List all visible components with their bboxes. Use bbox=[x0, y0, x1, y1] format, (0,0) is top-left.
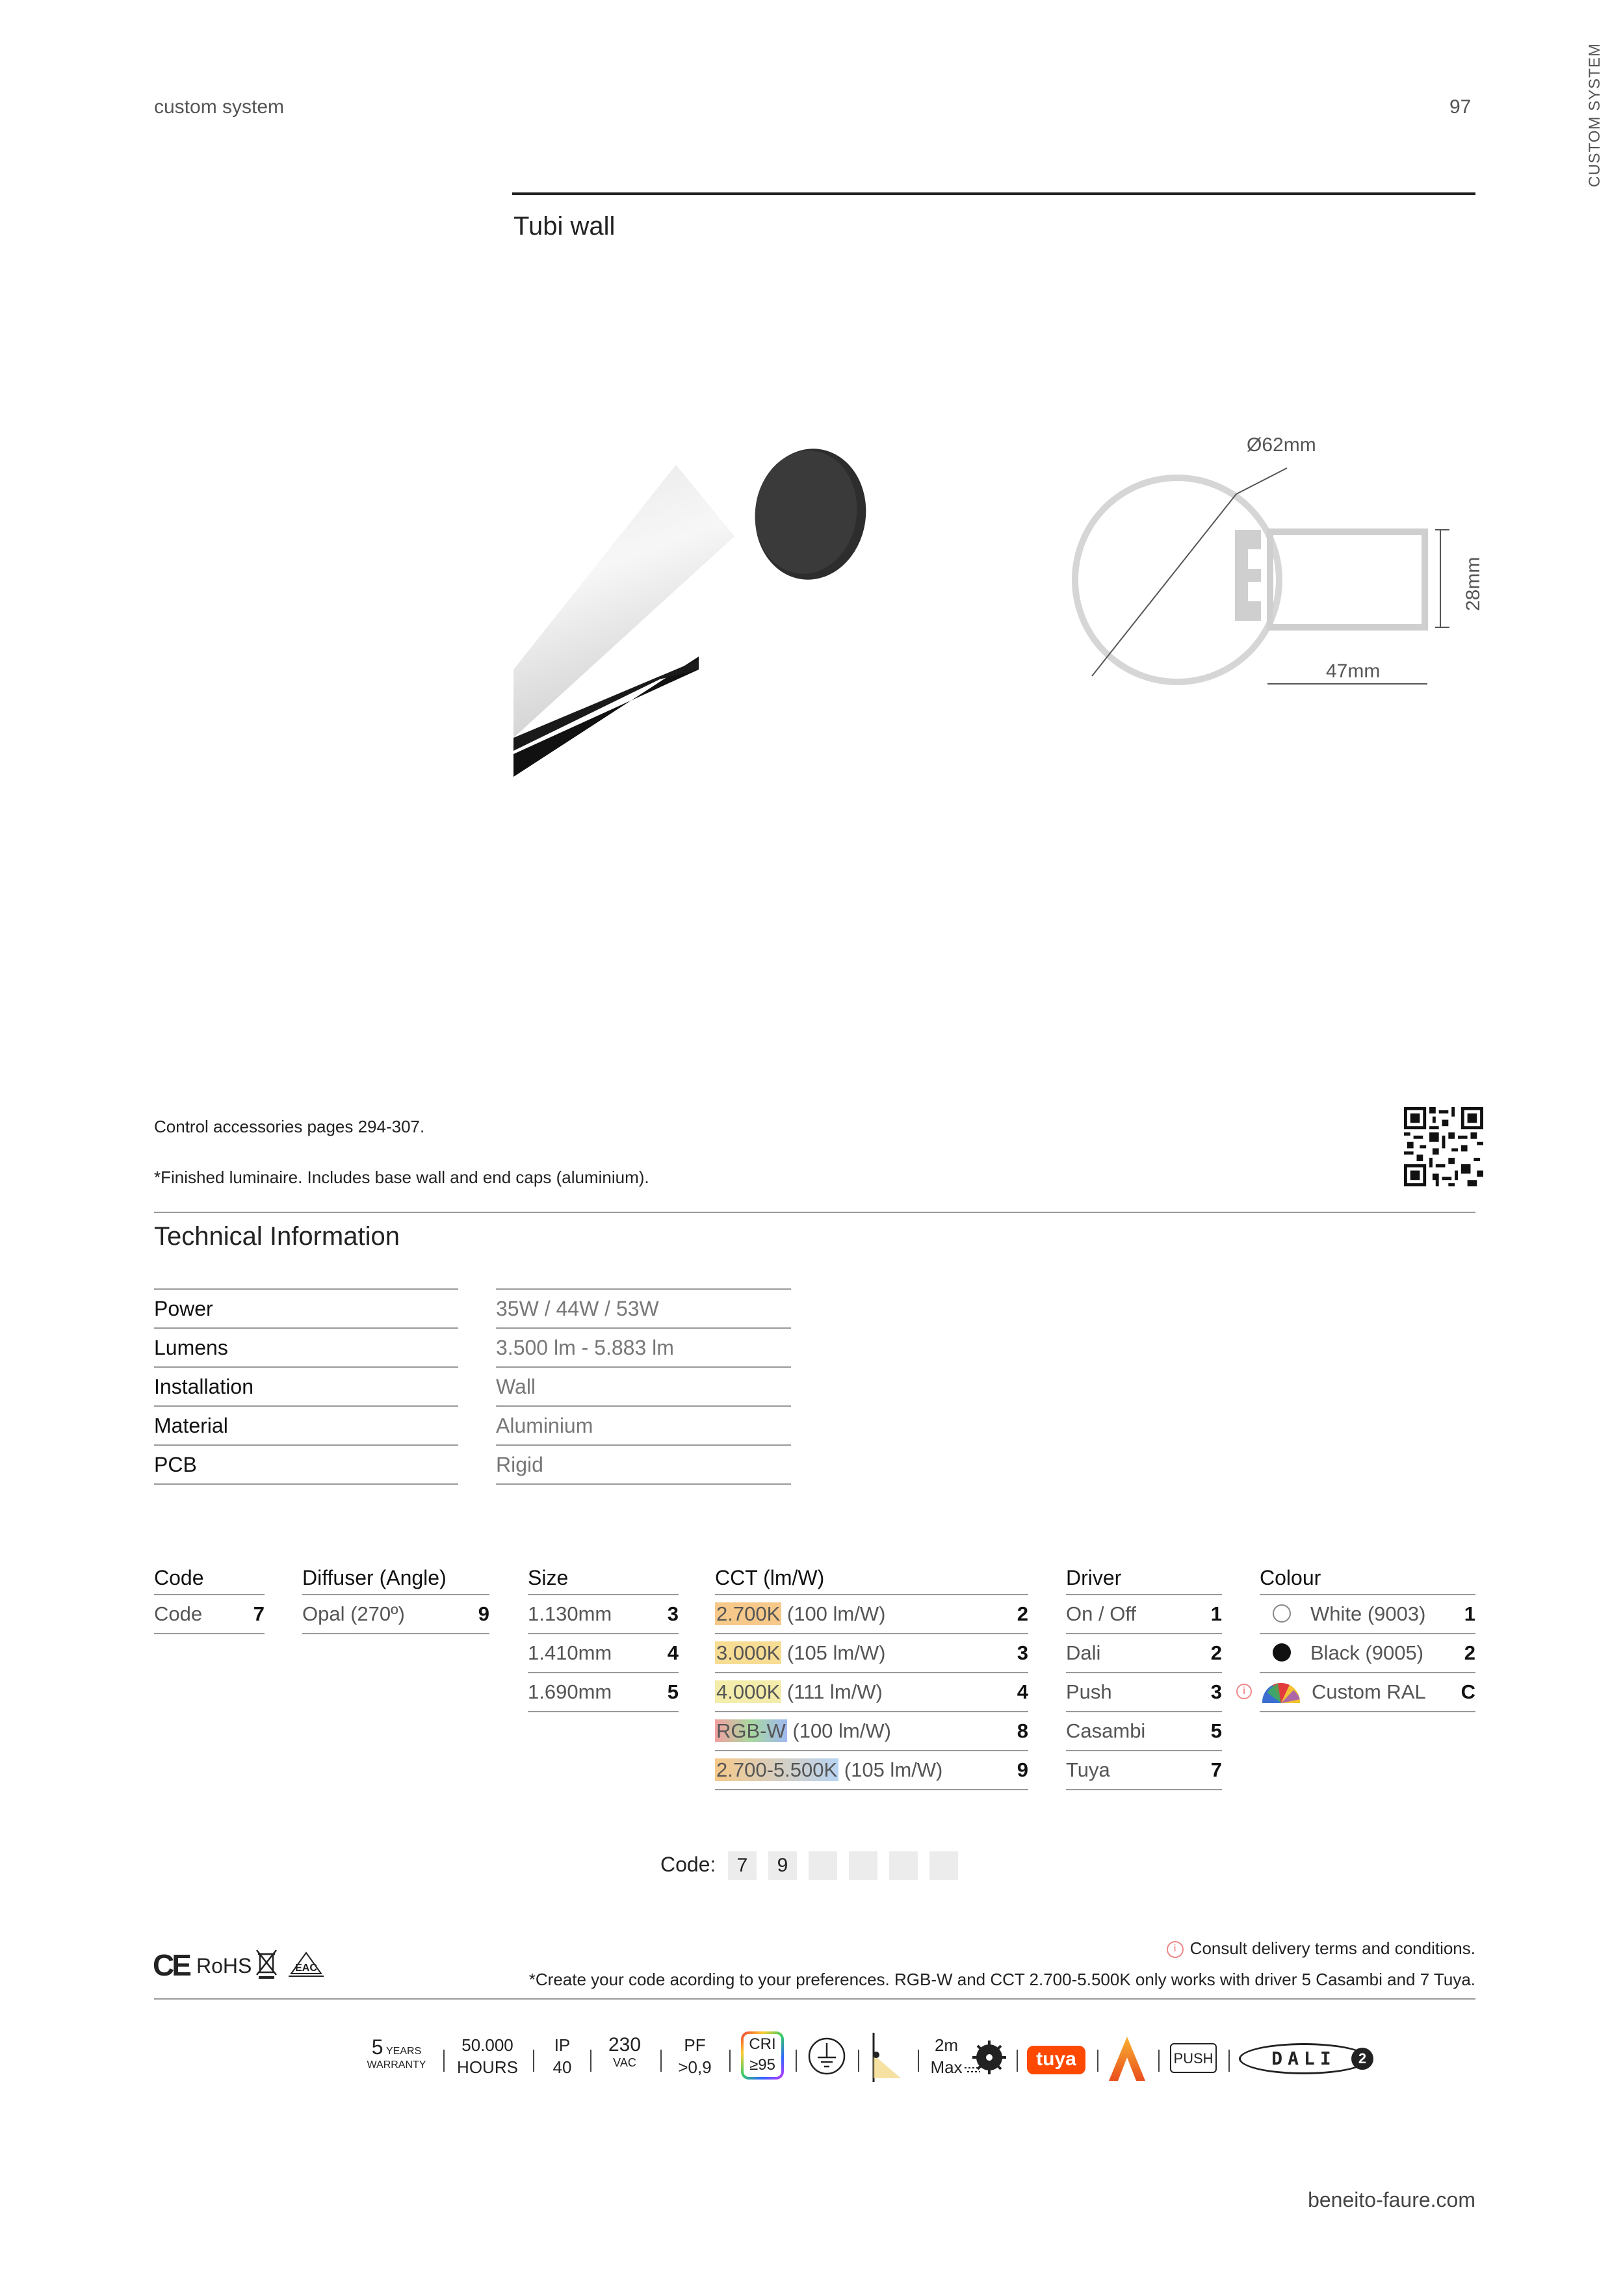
vac-label: VAC bbox=[613, 2056, 636, 2069]
pf-badge bbox=[672, 2034, 718, 2078]
eac-mark-icon bbox=[287, 1950, 325, 1977]
ce-mark-icon: CE bbox=[153, 1948, 189, 1982]
colour-option[interactable] bbox=[1260, 1595, 1475, 1634]
dali-version: 2 bbox=[1351, 2048, 1373, 2070]
tech-label: Installation bbox=[154, 1368, 458, 1407]
option-code: 1 bbox=[1464, 1602, 1475, 1625]
earth-ground-icon bbox=[807, 2037, 846, 2076]
colour-option[interactable] bbox=[1243, 1673, 1475, 1712]
code-header: Code bbox=[154, 1561, 265, 1595]
rohs-label: RoHS bbox=[196, 1954, 252, 1977]
cct-highlight: 2.700K bbox=[716, 1602, 781, 1625]
driver-option[interactable] bbox=[1066, 1673, 1222, 1712]
icon-separator bbox=[858, 2050, 859, 2072]
icon-separator bbox=[1158, 2050, 1160, 2072]
feature-icons bbox=[364, 2031, 1482, 2090]
option-label: On / Off bbox=[1066, 1602, 1136, 1625]
icon-separator bbox=[918, 2050, 919, 2072]
colour-option[interactable] bbox=[1260, 1634, 1475, 1673]
cct-highlight: 4.000K bbox=[716, 1680, 781, 1703]
driver-option[interactable] bbox=[1066, 1595, 1222, 1634]
pf-number: >0,9 bbox=[678, 2057, 712, 2077]
footer-note: *Create your code acording to your preferences. RGB-W and CCT 2.700-5.500K only works with driver 5 Casambi and 7 Tuya. bbox=[528, 1970, 1475, 1989]
code-slot[interactable] bbox=[849, 1851, 877, 1880]
colour-header: Colour bbox=[1260, 1561, 1475, 1595]
hours-number: 50.000 bbox=[461, 2035, 513, 2055]
tech-label: Lumens bbox=[154, 1329, 458, 1368]
warranty-years: YEARS bbox=[386, 2046, 422, 2057]
option-code: 9 bbox=[478, 1602, 489, 1625]
option-label: (105 lm/W) bbox=[838, 1758, 943, 1781]
option-label: 1.130mm bbox=[528, 1602, 612, 1625]
option-label: White (9003) bbox=[1310, 1602, 1426, 1625]
option-label: (100 lm/W) bbox=[781, 1602, 886, 1625]
dali-text: DALI bbox=[1271, 2048, 1336, 2069]
qr-code[interactable] bbox=[1404, 1107, 1483, 1186]
option-code: 5 bbox=[1210, 1719, 1222, 1742]
code-slot[interactable]: 7 bbox=[728, 1851, 757, 1880]
white-swatch-icon bbox=[1273, 1604, 1291, 1623]
cct-option[interactable] bbox=[715, 1595, 1028, 1634]
option-label: (105 lm/W) bbox=[781, 1641, 886, 1664]
option-label: Casambi bbox=[1066, 1719, 1146, 1742]
icon-separator bbox=[660, 2050, 662, 2072]
option-label: Black (9005) bbox=[1310, 1641, 1424, 1664]
option-label: Dali bbox=[1066, 1641, 1101, 1664]
option-code: 5 bbox=[667, 1680, 679, 1703]
hours-label: HOURS bbox=[457, 2057, 518, 2077]
vac-badge bbox=[602, 2034, 647, 2070]
size-option[interactable] bbox=[528, 1595, 679, 1634]
option-code: 3 bbox=[1210, 1680, 1222, 1703]
code-slot[interactable] bbox=[889, 1851, 918, 1880]
tech-label: Power bbox=[154, 1290, 458, 1329]
option-label: Opal (270º) bbox=[302, 1602, 405, 1625]
technical-drawing bbox=[1066, 429, 1482, 702]
driver-option[interactable] bbox=[1066, 1634, 1222, 1673]
code-slot[interactable] bbox=[929, 1851, 958, 1880]
option-code: 4 bbox=[1017, 1680, 1028, 1703]
dali-logo bbox=[1239, 2043, 1369, 2074]
section-title: custom system bbox=[154, 96, 285, 118]
casambi-logo-icon bbox=[1108, 2035, 1147, 2082]
icon-separator bbox=[796, 2050, 797, 2072]
tech-value: Wall bbox=[496, 1368, 791, 1407]
option-code: 4 bbox=[667, 1641, 679, 1664]
option-code: 2 bbox=[1017, 1602, 1028, 1625]
cri-badge bbox=[741, 2031, 784, 2080]
finished-note: *Finished luminaire. Includes base wall and end caps (aluminium). bbox=[154, 1168, 649, 1187]
code-slot[interactable] bbox=[809, 1851, 837, 1880]
info-icon: i bbox=[1167, 1941, 1184, 1958]
option-code: 1 bbox=[1210, 1602, 1222, 1625]
tech-label: Material bbox=[154, 1407, 458, 1446]
svg-text:EAC: EAC bbox=[295, 1963, 317, 1974]
warranty-badge bbox=[364, 2035, 429, 2071]
consult-row bbox=[1144, 1938, 1475, 1959]
option-code: 7 bbox=[1210, 1758, 1222, 1781]
icon-separator bbox=[443, 2050, 445, 2072]
website-link[interactable]: beneito-faure.com bbox=[1308, 2188, 1475, 2211]
driver-header: Driver bbox=[1066, 1561, 1222, 1595]
code-option[interactable] bbox=[154, 1595, 265, 1634]
size-header: Size bbox=[528, 1561, 679, 1595]
page-number: 97 bbox=[1449, 96, 1472, 118]
diffuser-option[interactable] bbox=[302, 1595, 489, 1634]
cct-header: CCT (lm/W) bbox=[715, 1561, 1028, 1595]
cable-number: 2m bbox=[934, 2035, 959, 2055]
option-label: Custom RAL bbox=[1312, 1680, 1426, 1703]
side-tab bbox=[1586, 31, 1612, 187]
option-label: Tuya bbox=[1066, 1758, 1110, 1781]
beam-angle-icon bbox=[868, 2031, 907, 2083]
cri-number: ≥95 bbox=[749, 2056, 775, 2074]
cable-length-badge bbox=[927, 2034, 966, 2078]
dim-width: 47mm bbox=[1326, 660, 1381, 682]
option-code: 7 bbox=[253, 1602, 265, 1625]
warranty-number: 5 bbox=[371, 2035, 383, 2059]
weee-bin-icon bbox=[255, 1948, 278, 1980]
section-divider bbox=[154, 1212, 1475, 1213]
option-label: 1.690mm bbox=[528, 1680, 612, 1703]
tuya-logo: tuya bbox=[1027, 2046, 1085, 2074]
tech-value: 35W / 44W / 53W bbox=[496, 1290, 791, 1329]
consult-text: Consult delivery terms and conditions. bbox=[1189, 1938, 1475, 1958]
technical-title: Technical Information bbox=[154, 1222, 400, 1251]
size-option[interactable] bbox=[528, 1673, 679, 1712]
icon-separator bbox=[1017, 2050, 1018, 2072]
option-label: (100 lm/W) bbox=[786, 1719, 891, 1742]
option-code: 3 bbox=[1017, 1641, 1028, 1664]
cable-label: Max bbox=[930, 2057, 963, 2077]
cct-highlight: RGB-W bbox=[716, 1719, 786, 1742]
cct-highlight: 2.700-5.500K bbox=[716, 1758, 838, 1781]
ip-label: IP bbox=[554, 2035, 571, 2055]
cct-option[interactable] bbox=[715, 1751, 1028, 1790]
ral-fan-icon bbox=[1260, 1680, 1303, 1704]
black-swatch-icon bbox=[1273, 1643, 1291, 1662]
cct-option[interactable] bbox=[715, 1712, 1028, 1751]
vac-number: 230 bbox=[608, 2034, 642, 2055]
cct-option[interactable] bbox=[715, 1634, 1028, 1673]
option-label: (111 lm/W) bbox=[781, 1680, 883, 1703]
warranty-label: WARRANTY bbox=[367, 2059, 426, 2070]
product-title: Tubi wall bbox=[513, 212, 616, 241]
code-slot[interactable]: 9 bbox=[768, 1851, 797, 1880]
icon-separator bbox=[533, 2050, 534, 2072]
cri-label: CRI bbox=[749, 2035, 776, 2053]
icon-separator bbox=[1097, 2050, 1098, 2072]
pf-label: PF bbox=[684, 2035, 706, 2055]
control-note: Control accessories pages 294-307. bbox=[154, 1117, 425, 1136]
tech-value: Rigid bbox=[496, 1446, 791, 1485]
icon-separator bbox=[590, 2050, 591, 2072]
title-rule bbox=[512, 192, 1475, 195]
cct-option[interactable] bbox=[715, 1673, 1028, 1712]
icon-separator bbox=[1228, 2050, 1230, 2072]
option-code: 8 bbox=[1017, 1719, 1028, 1742]
option-code: 2 bbox=[1210, 1641, 1222, 1664]
info-icon[interactable]: i bbox=[1236, 1684, 1252, 1699]
driver-option[interactable] bbox=[1066, 1751, 1222, 1790]
dim-height: 28mm bbox=[1462, 556, 1484, 611]
product-image bbox=[510, 442, 874, 793]
tech-label: PCB bbox=[154, 1446, 458, 1485]
code-builder-label: Code: bbox=[660, 1853, 716, 1876]
push-badge: PUSH bbox=[1170, 2043, 1217, 2073]
option-label: Push bbox=[1066, 1680, 1112, 1703]
ip-badge bbox=[546, 2034, 578, 2078]
tech-value: Aluminium bbox=[496, 1407, 791, 1446]
footer-divider bbox=[154, 1998, 1475, 2000]
cct-highlight: 3.000K bbox=[716, 1641, 781, 1664]
dim-diameter: Ø62mm bbox=[1247, 434, 1316, 456]
option-label: 1.410mm bbox=[528, 1641, 612, 1664]
driver-option[interactable] bbox=[1066, 1712, 1222, 1751]
icon-separator bbox=[729, 2050, 731, 2072]
hours-badge bbox=[455, 2034, 520, 2078]
dim-height-wrap bbox=[1462, 556, 1488, 689]
option-label: Code bbox=[154, 1602, 203, 1625]
option-code: 2 bbox=[1464, 1641, 1475, 1664]
saw-cut-icon bbox=[963, 2038, 1007, 2077]
option-code: 9 bbox=[1017, 1758, 1028, 1781]
size-option[interactable] bbox=[528, 1634, 679, 1673]
ip-number: 40 bbox=[552, 2057, 572, 2077]
diffuser-header: Diffuser (Angle) bbox=[302, 1561, 489, 1595]
option-code: 3 bbox=[667, 1602, 679, 1625]
tech-value: 3.500 lm - 5.883 lm bbox=[496, 1329, 791, 1368]
side-label: CUSTOM SYSTEM bbox=[1586, 43, 1604, 187]
option-code: C bbox=[1461, 1680, 1475, 1703]
